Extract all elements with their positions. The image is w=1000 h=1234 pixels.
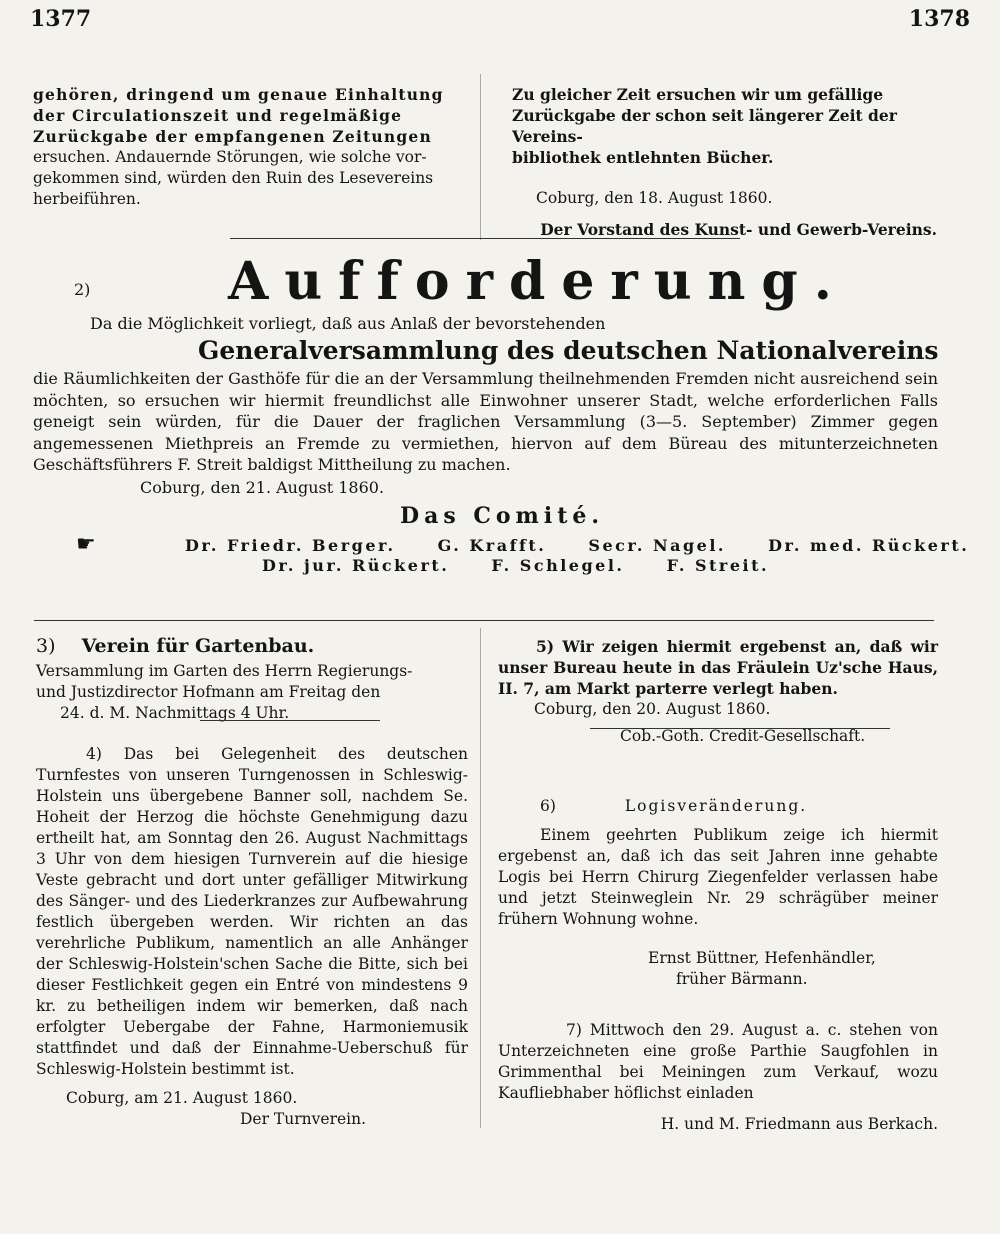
committee-member: Secr. Nagel. [588, 536, 726, 555]
section-rule [590, 728, 890, 729]
committee-members-row-2 [262, 556, 803, 575]
section-title: Verein für Gartenbau. [81, 635, 315, 657]
section-rule [34, 620, 934, 621]
section-3-garden-society [36, 636, 468, 724]
text-line: herbeiführen. [33, 190, 141, 208]
notice-date: Coburg, den 18. August 1860. [536, 189, 773, 207]
section-signature: H. und M. Friedmann aus Berkach. [660, 1115, 938, 1133]
section-body: 7) Mittwoch den 29. August a. c. stehen von Unterzeichneten eine große Parthie Saugfohlen in Grimmenthal bei Meiningen zum Verkauf, wozu Kaufliebhaber höflichst einladen [498, 1021, 938, 1102]
section-date: Coburg, am 21. August 1860. [66, 1089, 298, 1107]
section-7-foal-sale [498, 1020, 938, 1135]
section-6-change-of-lodging [498, 796, 938, 990]
committee-title: Das Comité. [400, 503, 605, 529]
page-number-left: 1377 [30, 6, 92, 32]
section-4-gymnastics-banner [36, 744, 468, 1130]
notice-intro: Da die Möglichkeit vorliegt, daß aus Anlaß der bevorstehenden [90, 314, 606, 333]
committee-member: Dr. med. Rückert. [768, 536, 970, 555]
section-rule [230, 238, 740, 239]
text-line: bibliothek entlehnten Bücher. [512, 148, 774, 167]
text-line: Versammlung im Garten des Herrn Regierungs- [36, 662, 413, 680]
column-divider-top [480, 74, 481, 240]
committee-member: Dr. Friedr. Berger. [185, 536, 396, 555]
section-date: Coburg, den 20. August 1860. [534, 700, 771, 718]
text-line: Zurückgabe der schon seit längerer Zeit der Vereins- [512, 106, 897, 146]
notice-body: die Räumlichkeiten der Gasthöfe für die an der Versammlung theilnehmenden Fremden nicht ausreichend sein möchten, so ersuchen wir hiermit freundlichst alle Einwohner unserer Stadt, welche erforderlichen Falls geneigt sein würden, für die Dauer der fraglichen Versammlung (3—5. September) Zimmer gegen angemessenen Miethpreis an Fremde zu vermiethen, hiervon auf dem Büreau des mitunterzeichneten Geschäftsführers F. Streit baldigst Mittheilung zu machen. [33, 369, 938, 474]
top-right-notice [512, 84, 937, 240]
section-rule [200, 720, 380, 721]
top-left-continuation [33, 84, 473, 210]
section-title: Logisveränderung. [624, 797, 808, 815]
section-body: 4) Das bei Gelegenheit des deutschen Turnfestes von unseren Turngenossen in Schleswig-Holstein uns übergebene Banner soll, nachdem Se. Hoheit der Herzog die höchste Genehmigung dazu ertheilt hat, am Sonntag den 26. August Nachmittags 3 Uhr von dem hiesigen Turnverein auf die hiesige Veste gebracht und dort unter gefälliger Mitwirkung des Sänger- und des Liederkranzes zur Aufbewahrung festlich übergeben werden. Wir richten an das verehrliche Publikum, namentlich an alle Anhänger der Schleswig-Holstein'schen Sache die Bitte, sich bei dieser Festlichkeit gegen ein Entré von mindestens 9 kr. zu betheiligen indem wir bemerken, daß nach erfolgter Uebergabe der Fahne, Harmoniemusik stattfindet und daß der Einnahme-Ueberschuß für Schleswig-Holstein bestimmt ist. [36, 745, 468, 1078]
column-divider-bottom [480, 628, 481, 1128]
text-line: Zurückgabe der empfangenen Zeitungen [33, 127, 432, 146]
section-body: Einem geehrten Publikum zeige ich hiermit ergebenst an, daß ich das seit Jahren inne gehabte Logis bei Herrn Chirurg Ziegenfelder verlassen habe und jetzt Steinweglein Nr. 29 schrägüber meiner frühern Wohnung wohne. [498, 826, 938, 928]
text-line: gekommen sind, würden den Ruin des Lesevereins [33, 169, 434, 187]
text-line: 24. d. M. Nachmittags 4 Uhr. [60, 704, 290, 722]
notice-signature: Der Vorstand des Kunst- und Gewerb-Vereins. [540, 220, 937, 239]
section-signature: Ernst Büttner, Hefenhändler, [648, 949, 876, 967]
committee-member: Dr. jur. Rückert. [262, 556, 450, 575]
section-signature: Cob.-Goth. Credit-Gesellschaft. [620, 727, 866, 745]
committee-member: G. Krafft. [437, 536, 547, 555]
notice-number: 2) [74, 280, 91, 299]
text-line: ersuchen. Andauernde Störungen, wie solche vor- [33, 148, 427, 166]
notice-assembly-heading: Generalversammlung des deutschen Nationalvereins [198, 336, 939, 365]
text-line: Zu gleicher Zeit ersuchen wir um gefällige [512, 85, 884, 104]
notice-title: Aufforderung. [228, 251, 848, 312]
page-number-right: 1378 [908, 6, 970, 32]
committee-member: F. Schlegel. [491, 556, 625, 575]
section-heading [36, 636, 468, 657]
text-line: und Justizdirector Hofmann am Freitag den [36, 683, 381, 701]
section-number: 3) [36, 635, 56, 657]
section-signature-line-2: früher Bärmann. [676, 970, 808, 988]
text-line: gehören, dringend um genaue Einhaltung [33, 85, 444, 104]
committee-members-row-1 [185, 536, 1000, 555]
pointing-hand-icon: ☛ [76, 532, 96, 557]
section-signature: Der Turnverein. [240, 1110, 367, 1128]
section-number: 6) [540, 797, 556, 815]
section-body: 5) Wir zeigen hiermit ergebenst an, daß wir unser Bureau heute in das Fräulein Uz'sche Haus, II. 7, am Markt parterre verlegt haben. [498, 637, 938, 698]
section-heading [498, 796, 938, 817]
text-line: der Circulationszeit und regelmäßige [33, 106, 403, 125]
section-5-bureau-move [498, 636, 938, 747]
notice-date: Coburg, den 21. August 1860. [140, 478, 385, 497]
committee-member: F. Streit. [666, 556, 770, 575]
